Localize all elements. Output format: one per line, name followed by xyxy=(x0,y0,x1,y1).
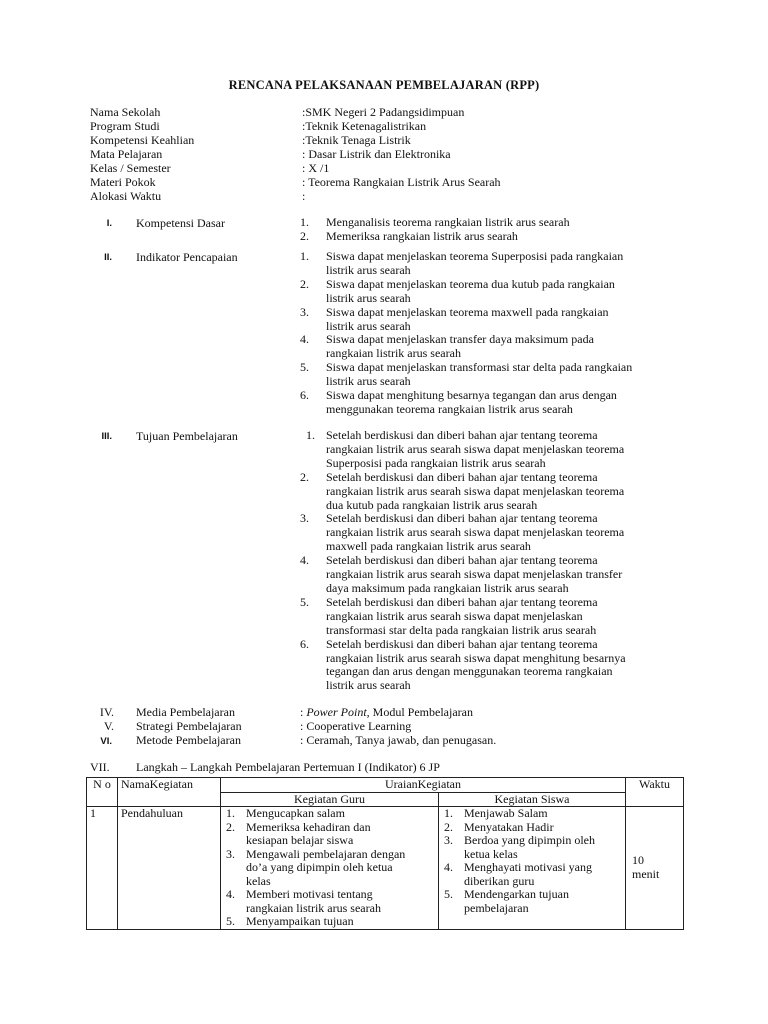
list-item: 2. Setelah berdiskusi dan diberi bahan ajar tentang teorema rangkaian listrik arus searah siswa dapat menjelaskan teorema dua kutub pada rangkaian listrik arus searah xyxy=(300,469,625,512)
identity-label: Kompetensi Keahlian xyxy=(90,133,195,147)
identity-row-school xyxy=(90,105,690,119)
list-item: 3. Setelah berdiskusi dan diberi bahan ajar tentang teorema rangkaian listrik arus searah siswa dapat menjelaskan teorema maxwell pada rangkaian listrik arus searah xyxy=(300,511,625,554)
cell-no: 1 xyxy=(87,807,118,930)
cell-activity-name: Pendahuluan xyxy=(118,807,221,930)
header-teacher-activity: Kegiatan Guru xyxy=(221,792,439,807)
list-item: 4. Memberi motivasi tentang rangkaian listrik arus searah xyxy=(226,887,381,915)
identity-label: Mata Pelajaran xyxy=(90,147,163,161)
section-title: Media Pembelajaran xyxy=(136,705,235,719)
identity-row-program xyxy=(90,119,690,133)
list-item: 2. Memeriksa kehadiran dan kesiapan belajar siswa xyxy=(226,819,371,847)
list-item: 3. Berdoa yang dipimpin oleh ketua kelas xyxy=(444,833,595,861)
list-item: 4. Setelah berdiskusi dan diberi bahan ajar tentang teorema rangkaian listrik arus searah siswa dapat menjelaskan transfer daya maksimum pada rangkaian listrik arus searah xyxy=(300,553,623,595)
list-item: 2. Siswa dapat menjelaskan teorema dua kutub pada rangkaian listrik arus searah xyxy=(300,276,615,305)
identity-label: Materi Pokok xyxy=(90,175,156,189)
basic-competence-list xyxy=(300,216,690,244)
identity-row-material xyxy=(90,175,690,189)
list-item: 2. Menyatakan Hadir xyxy=(444,819,554,834)
section-number: VI. xyxy=(100,736,112,747)
section-number: III. xyxy=(101,431,112,442)
list-item: 1. Siswa dapat menjelaskan teorema Superposisi pada rangkaian listrik arus searah xyxy=(300,249,624,277)
identity-label: Nama Sekolah xyxy=(90,105,161,119)
list-item: 1. Menjawab Salam xyxy=(444,806,548,820)
header-activity-name: NamaKegiatan xyxy=(118,778,221,807)
list-item: 4. Menghayati motivasi yang diberikan guru xyxy=(444,860,592,888)
cell-student-activity xyxy=(439,807,626,930)
identity-value: :SMK Negeri 2 Padangsidimpuan xyxy=(302,105,465,119)
header-student-activity: Kegiatan Siswa xyxy=(439,792,626,807)
list-item: 5. Setelah berdiskusi dan diberi bahan ajar tentang teorema rangkaian listrik arus searah siswa dapat menjelaskan transformasi star delta pada rangkaian listrik arus searah xyxy=(300,594,598,637)
section-title: Strategi Pembelajaran xyxy=(136,719,242,733)
section-title: Indikator Pencapaian xyxy=(136,250,238,264)
list-item: 1. Setelah berdiskusi dan diberi bahan ajar tentang teorema rangkaian listrik arus searah siswa dapat menjelaskan teorema Superposisi pada rangkaian listrik arus searah xyxy=(306,428,625,470)
identity-row-class xyxy=(90,161,690,175)
identity-row-competence xyxy=(90,133,690,147)
identity-row-subject xyxy=(90,147,690,161)
header-no: N o xyxy=(87,778,118,807)
table-row xyxy=(87,807,684,930)
section-number: I. xyxy=(106,218,112,229)
section-title: Langkah – Langkah Pembelajaran Pertemuan I (Indikator) 6 JP xyxy=(136,760,440,774)
document-title: RENCANA PELAKSANAAN PEMBELAJARAN (RPP) xyxy=(228,78,540,92)
method-value: : Ceramah, Tanya jawab, dan penugasan. xyxy=(300,733,497,747)
section-number: II. xyxy=(104,252,112,263)
list-item: 1. Mengucapkan salam xyxy=(226,806,345,820)
identity-value: : Teorema Rangkaian Listrik Arus Searah xyxy=(302,175,501,189)
identity-label: Program Studi xyxy=(90,119,160,133)
list-item: 3. Siswa dapat menjelaskan teorema maxwell pada rangkaian listrik arus searah xyxy=(300,304,609,333)
strategy-value: : Cooperative Learning xyxy=(300,719,412,733)
identity-value: :Teknik Ketenagalistrikan xyxy=(302,119,427,133)
list-item: 5. Mendengarkan tujuan pembelajaran xyxy=(444,887,569,915)
section-number: V. xyxy=(103,719,114,733)
list-item: 6. Setelah berdiskusi dan diberi bahan ajar tentang teorema rangkaian listrik arus searah siswa dapat menghitung besarnya tegangan dan arus dengan menggunakan teorema rangkaian listrik arus searah xyxy=(300,636,626,693)
header-time: Waktu xyxy=(626,778,684,807)
list-item: 3. Mengawali pembelajaran dengan do’a yang dipimpin oleh ketua kelas xyxy=(226,846,406,888)
identity-value: : Dasar Listrik dan Elektronika xyxy=(302,147,451,161)
identity-label: Kelas / Semester xyxy=(90,161,171,175)
media-value: : Power Point, Modul Pembelajaran xyxy=(300,705,473,719)
section-title: Metode Pembelajaran xyxy=(136,733,241,747)
list-item: 1. Menganalisis teorema rangkaian listrik arus searah xyxy=(300,215,570,229)
list-item: 2. Memeriksa rangkaian listrik arus searah xyxy=(300,228,518,243)
identity-value: :Teknik Tenaga Listrik xyxy=(302,133,411,147)
section-title: Kompetensi Dasar xyxy=(136,216,225,230)
learning-steps-table xyxy=(86,777,684,930)
indicator-list xyxy=(300,250,690,417)
identity-label: Alokasi Waktu xyxy=(90,189,162,203)
list-item: 5. Menyampaikan tujuan xyxy=(226,914,354,928)
table-header-row xyxy=(87,778,684,793)
identity-value: : xyxy=(302,189,306,203)
list-item: 5. Siswa dapat menjelaskan transformasi star delta pada rangkaian listrik arus searah xyxy=(300,360,633,389)
section-number: IV. xyxy=(99,705,114,719)
cell-time: 10 menit xyxy=(626,807,684,930)
section-number: VII. xyxy=(90,760,110,774)
cell-teacher-activity xyxy=(221,807,439,930)
section-title: Tujuan Pembelajaran xyxy=(136,429,238,443)
list-item: 6. Siswa dapat menghitung besarnya tegangan dan arus dengan menggunakan teorema rangkaian listrik arus searah xyxy=(300,388,617,416)
objective-list xyxy=(300,429,690,693)
header-activity-description: UraianKegiatan xyxy=(221,778,626,793)
identity-row-time xyxy=(90,189,690,203)
identity-value: : X /1 xyxy=(302,161,330,175)
list-item: 4. Siswa dapat menjelaskan transfer daya maksimum pada rangkaian listrik arus searah xyxy=(300,332,594,361)
